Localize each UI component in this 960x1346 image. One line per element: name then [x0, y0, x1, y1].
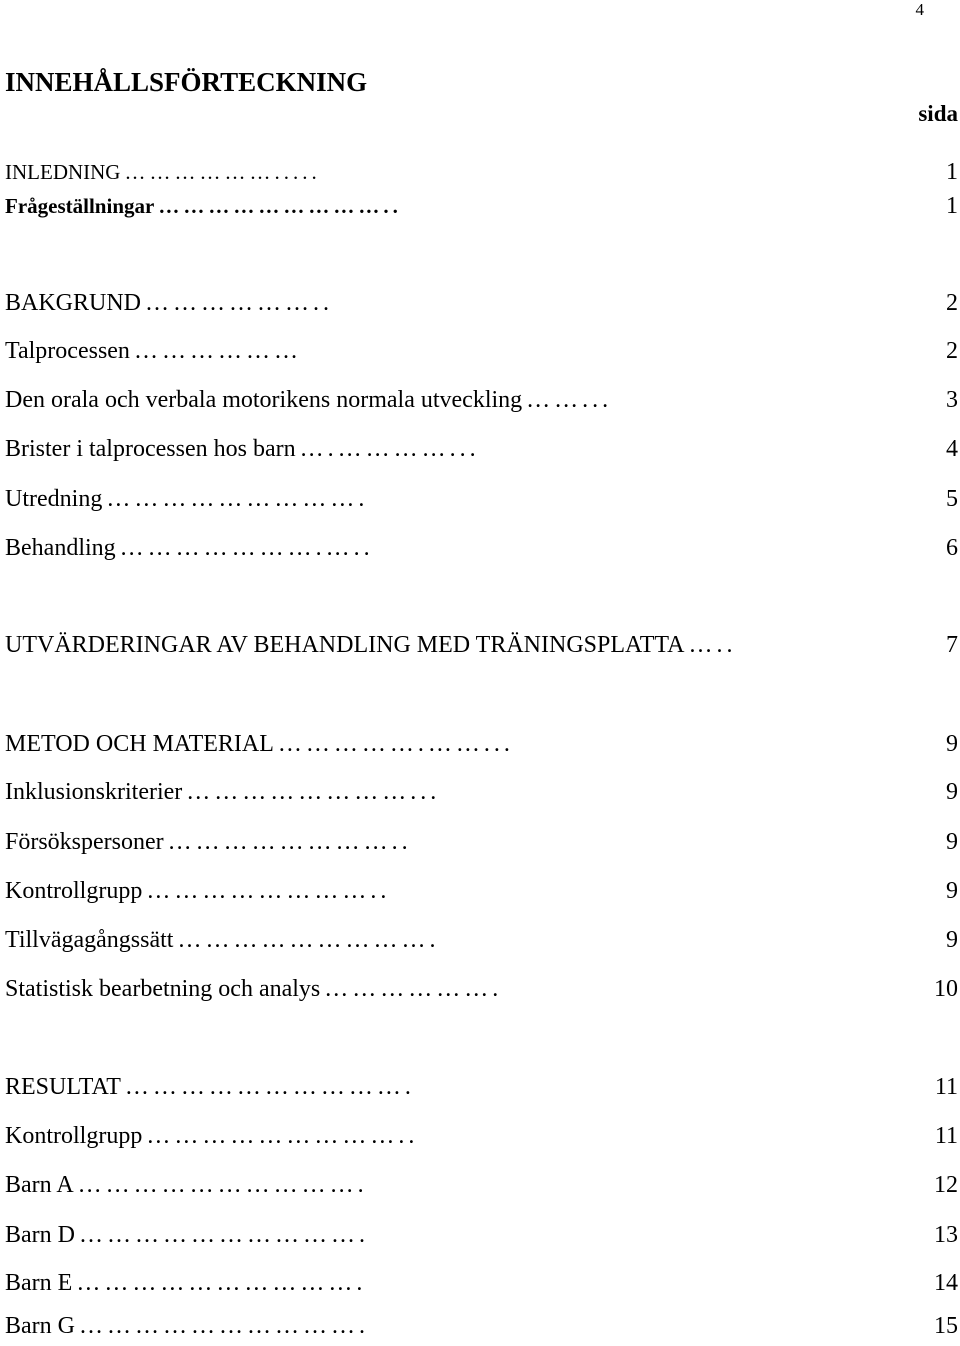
toc-entry-page: 1 — [946, 192, 958, 219]
toc-entry-page: 3 — [946, 386, 958, 413]
toc-entry-page: 1 — [946, 158, 958, 185]
toc-entry-leader: ………………………. — [177, 926, 440, 953]
page-title: INNEHÅLLSFÖRTECKNING — [5, 67, 368, 97]
toc-entry-label: Kontrollgrupp — [5, 1122, 143, 1149]
toc-entry-page: 9 — [946, 828, 958, 855]
toc-entry-leader: ………………. — [324, 975, 503, 1002]
toc-entry-page: 9 — [946, 730, 958, 757]
toc-entry-page: 9 — [946, 926, 958, 953]
toc-entry[interactable] — [5, 1165, 958, 1205]
toc-entry-label: Den orala och verbala motorikens normala utveckling — [5, 386, 523, 413]
toc-entry-label: Kontrollgrupp — [5, 877, 143, 904]
toc-entry-label: Barn D — [5, 1221, 75, 1248]
toc-entry-page: 15 — [934, 1312, 958, 1339]
toc-entry[interactable] — [5, 871, 958, 911]
toc-entry-leader: ………………….….. — [119, 534, 374, 561]
toc-entry-page: 7 — [946, 631, 958, 658]
toc-entry-page: 6 — [946, 534, 958, 561]
toc-entry[interactable] — [5, 186, 958, 226]
toc-entry-label: Barn G — [5, 1312, 75, 1339]
toc-entry-label: Försökspersoner — [5, 828, 164, 855]
toc-entry-leader: ……………………….. — [146, 1122, 419, 1149]
toc-entry-page: 4 — [946, 435, 958, 462]
toc-entry-leader: …………………………. — [78, 1312, 369, 1339]
toc-entry-label: METOD OCH MATERIAL — [5, 730, 274, 757]
toc-entry-page: 13 — [934, 1221, 958, 1248]
toc-entry-label: Barn E — [5, 1269, 73, 1296]
toc-entry-leader: …………………….. — [167, 828, 412, 855]
toc-entry[interactable] — [5, 1215, 958, 1255]
toc-entry-leader: ……………….. — [145, 289, 334, 316]
toc-entry[interactable] — [5, 283, 958, 323]
toc-entry[interactable] — [5, 1067, 958, 1107]
toc-entry-page: 2 — [946, 289, 958, 316]
toc-entry[interactable] — [5, 1116, 958, 1156]
toc-entry-leader: ……………… — [133, 337, 302, 364]
toc-entry-leader: ……... — [526, 386, 613, 413]
toc-entry-label: Utredning — [5, 485, 103, 512]
toc-entry-label: RESULTAT — [5, 1073, 121, 1100]
toc-entry-label: Brister i talprocessen hos barn — [5, 435, 296, 462]
toc-entry-leader: ……………………... — [186, 778, 441, 805]
toc-entry-label: Tillvägagångssätt — [5, 926, 174, 953]
toc-entry-page: 11 — [934, 1122, 958, 1149]
toc-entry[interactable] — [5, 724, 958, 764]
page-number: 4 — [915, 0, 924, 19]
toc-entry-page: 12 — [934, 1171, 958, 1198]
toc-entry-page: 11 — [934, 1073, 958, 1100]
page-column-header: sida — [918, 101, 958, 126]
toc-entry-label: UTVÄRDERINGAR AV BEHANDLING MED TRÄNINGSPLATTA — [5, 631, 685, 658]
toc-entry-leader: ….. — [688, 631, 737, 658]
toc-entry[interactable] — [5, 528, 958, 568]
toc-entry[interactable] — [5, 920, 958, 960]
toc-entry-label: Barn A — [5, 1171, 74, 1198]
toc-entry[interactable] — [5, 479, 958, 519]
toc-entry-leader: …………………………. — [77, 1171, 368, 1198]
toc-entry-label: Inklusionskriterier — [5, 778, 183, 805]
toc-entry-label: Talprocessen — [5, 337, 130, 364]
toc-entry-page: 10 — [934, 975, 958, 1002]
toc-entry-label: Behandling — [5, 534, 116, 561]
toc-entry[interactable] — [5, 429, 958, 469]
toc-entry[interactable] — [5, 772, 958, 812]
toc-entry-page: 14 — [934, 1269, 958, 1296]
toc-entry-page: 9 — [946, 877, 958, 904]
toc-entry[interactable] — [5, 380, 958, 420]
toc-entry-leader: ….…………... — [299, 435, 480, 462]
toc-entry-leader: ………………..... — [124, 159, 321, 184]
toc-entry-label: BAKGRUND — [5, 289, 142, 316]
toc-entry[interactable] — [5, 1263, 958, 1303]
toc-entry-leader: …………………………. — [124, 1073, 415, 1100]
toc-entry[interactable] — [5, 625, 958, 665]
toc-entry-label: Statistisk bearbetning och analys — [5, 975, 321, 1002]
toc-entry[interactable] — [5, 822, 958, 862]
toc-entry-page: 5 — [946, 485, 958, 512]
toc-entry-label: Frågeställningar — [5, 193, 155, 218]
toc-entry-leader: ……………………….. — [158, 193, 402, 218]
toc-entry-leader: ………………………. — [106, 485, 369, 512]
toc-entry[interactable] — [5, 969, 958, 1009]
toc-entry-leader: …………………….. — [146, 877, 391, 904]
toc-entry[interactable] — [5, 331, 958, 371]
toc-entry-label: INLEDNING — [5, 159, 121, 184]
toc-entry-leader: …………………………. — [76, 1269, 367, 1296]
toc-entry-page: 2 — [946, 337, 958, 364]
toc-entry-page: 9 — [946, 778, 958, 805]
toc-entry[interactable] — [5, 1306, 958, 1346]
toc-entry-leader: …………………………. — [78, 1221, 369, 1248]
toc-entry-leader: …………….……... — [277, 730, 514, 757]
